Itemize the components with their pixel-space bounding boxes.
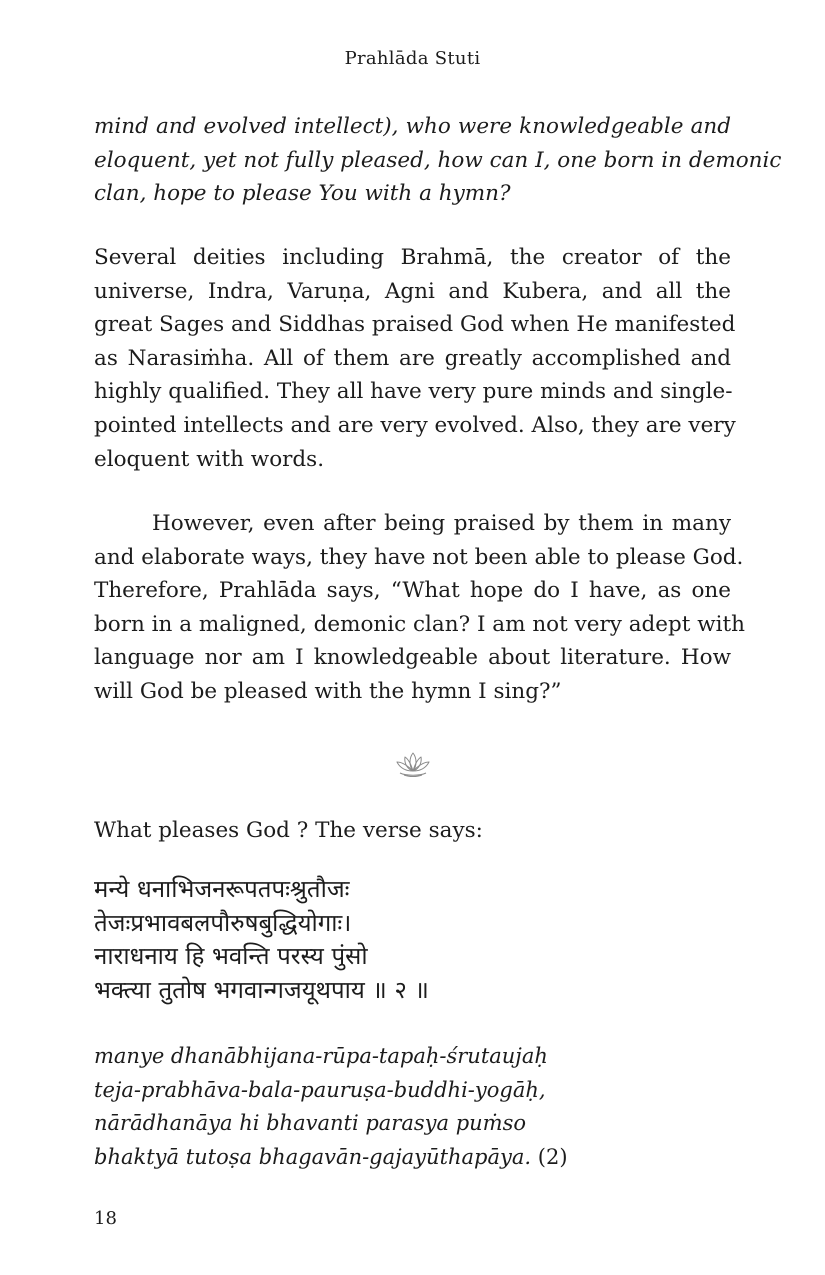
- text-line: pointed intellects and are very evolved. Also, they are very: [94, 412, 736, 438]
- text-line: clan, hope to please You with a hymn?: [94, 181, 511, 207]
- page-number: 18: [94, 1208, 117, 1229]
- text-line: language nor am I knowledgeable about literature. How: [94, 645, 731, 671]
- verse-lead-in: What pleases God ? The verse says:: [94, 818, 483, 843]
- text-line: Therefore, Prahlāda says, “What hope do I have, as one: [94, 578, 731, 604]
- text-line: However, even after being praised by them in many: [152, 511, 731, 536]
- text-line: mind and evolved intellect), who were knowledgeable and: [94, 114, 731, 139]
- text-line: born in a maligned, demonic clan? I am not very adept with: [94, 611, 746, 637]
- text-line: eloquent, yet not fully pleased, how can I, one born in demonic: [94, 147, 782, 173]
- verse-transliteration: [94, 1040, 568, 1174]
- transliteration-line: nārādhanāya hi bhavanti parasya puṁso: [94, 1111, 526, 1136]
- verse-line: मन्ये धनाभिजनरूपतपःश्रुतौजः: [94, 875, 350, 903]
- text-line: as Narasiṁha. All of them are greatly accomplished and: [94, 345, 731, 371]
- text-line: will God be pleased with the hymn I sing?”: [94, 678, 562, 704]
- verse-line: भक्त्या तुतोष भगवान्गजयूथपाय ॥ २ ॥: [94, 975, 429, 1004]
- transliteration-line: manye dhanābhijana-rūpa-tapaḥ-śrutaujaḥ: [94, 1044, 548, 1068]
- verse-line: तेजःप्रभावबलपौरुषबुद्धियोगाः।: [94, 908, 352, 937]
- paragraph-deities: [94, 241, 736, 476]
- verse-devanagari: [94, 873, 429, 1007]
- transliteration-text: bhaktyā tutoṣa bhagavān-gajayūthapāya.: [94, 1144, 532, 1169]
- transliteration-line: [94, 1141, 568, 1175]
- text-line: eloquent with words.: [94, 446, 325, 472]
- text-line: Several deities including Brahmā, the creator of the: [94, 245, 731, 270]
- paragraph-prahlada-says: [94, 507, 746, 709]
- text-line: highly qualified. They all have very pure minds and single-: [94, 379, 733, 405]
- verse-line: नाराधनाय हि भवन्ति परस्य पुंसो: [94, 942, 368, 971]
- lotus-icon: [394, 749, 432, 779]
- text-line: and elaborate ways, they have not been able to please God.: [94, 544, 744, 570]
- paragraph-continued: [94, 110, 782, 211]
- text-line: universe, Indra, Varuṇa, Agni and Kubera, and all the: [94, 278, 731, 304]
- text-line: great Sages and Siddhas praised God when He manifested: [94, 312, 736, 338]
- verse-number: (2): [537, 1144, 568, 1169]
- running-head-title: Prahlāda Stuti: [344, 48, 481, 69]
- transliteration-line: teja-prabhāva-bala-pauruṣa-buddhi-yogāḥ,: [94, 1077, 546, 1102]
